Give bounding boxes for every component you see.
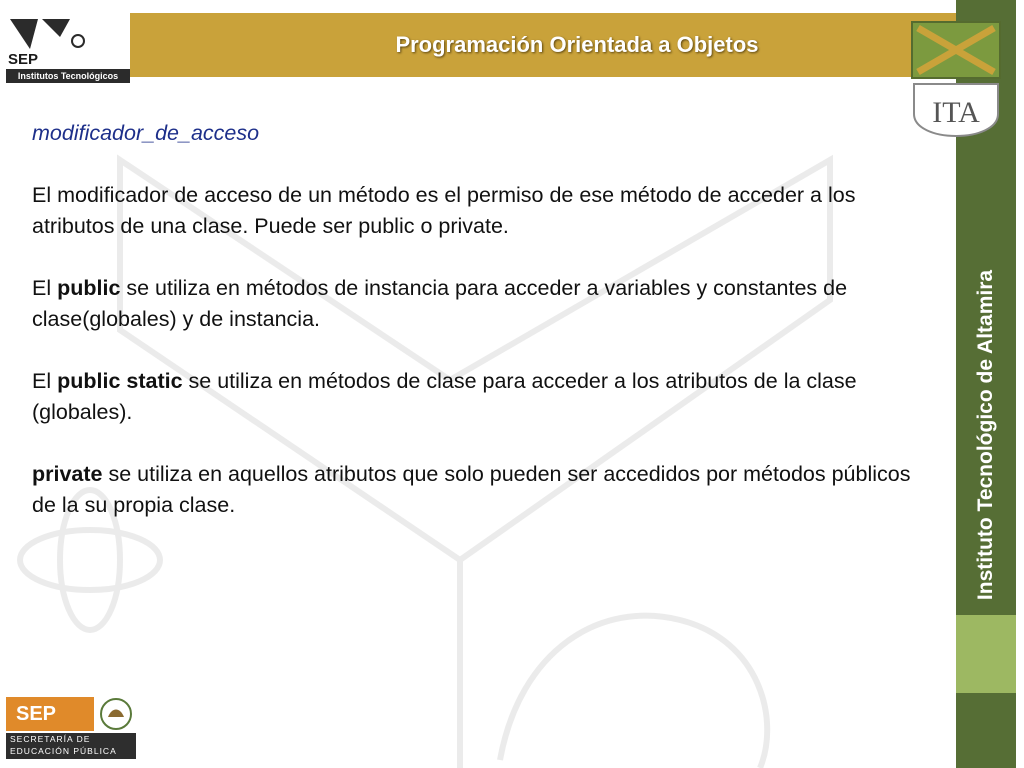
sep-footer-logo bbox=[6, 697, 136, 759]
keyword-text: public static bbox=[57, 369, 183, 393]
paragraph-text: se utiliza en métodos de clase para acceder a los atributos de la clase (globales). bbox=[32, 369, 857, 424]
page-title: Programación Orientada a Objetos bbox=[395, 32, 759, 57]
institute-name-label: Instituto Tecnológico de Altamira bbox=[974, 269, 997, 601]
ita-logo-text: ITA bbox=[932, 96, 980, 129]
sep-footer-line2: EDUCACIÓN PÚBLICA bbox=[10, 746, 117, 756]
section-subheading: modificador_de_acceso bbox=[32, 121, 260, 145]
sep-footer-line1: SECRETARÍA DE bbox=[10, 734, 91, 744]
paragraph bbox=[32, 366, 912, 428]
right-stripe-accent bbox=[956, 615, 1016, 693]
paragraph-text: se utiliza en métodos de instancia para acceder a variables y constantes de clase(globales) y de instancia. bbox=[32, 276, 848, 331]
paragraph-text: El bbox=[32, 369, 58, 393]
paragraph bbox=[32, 180, 912, 242]
paragraph bbox=[32, 273, 912, 335]
mexico-eagle-icon bbox=[98, 697, 134, 731]
keyword-text: public bbox=[57, 276, 121, 300]
paragraph-text: se utiliza en aquellos atributos que solo pueden ser accedidos por métodos públicos de la su propia clase. bbox=[32, 462, 911, 517]
paragraph bbox=[32, 459, 912, 521]
sep-footer-text bbox=[6, 733, 136, 759]
ita-logo bbox=[908, 18, 1004, 138]
sep-tecnologicos-logo bbox=[0, 13, 130, 81]
sep-footer-brand: SEP bbox=[6, 697, 94, 731]
keyword-text: private bbox=[32, 462, 103, 486]
paragraph-list bbox=[32, 180, 912, 521]
sep-emblem-icon bbox=[8, 15, 88, 51]
paragraph-text: El modificador de acceso de un método es el permiso de ese método de acceder a los atributos de una clase. Puede ser public o private. bbox=[32, 183, 856, 238]
sep-subtitle-text: Institutos Tecnológicos bbox=[6, 69, 130, 83]
sep-brand-text: SEP bbox=[8, 51, 39, 68]
paragraph-text: El bbox=[32, 276, 58, 300]
main-content bbox=[32, 118, 912, 552]
